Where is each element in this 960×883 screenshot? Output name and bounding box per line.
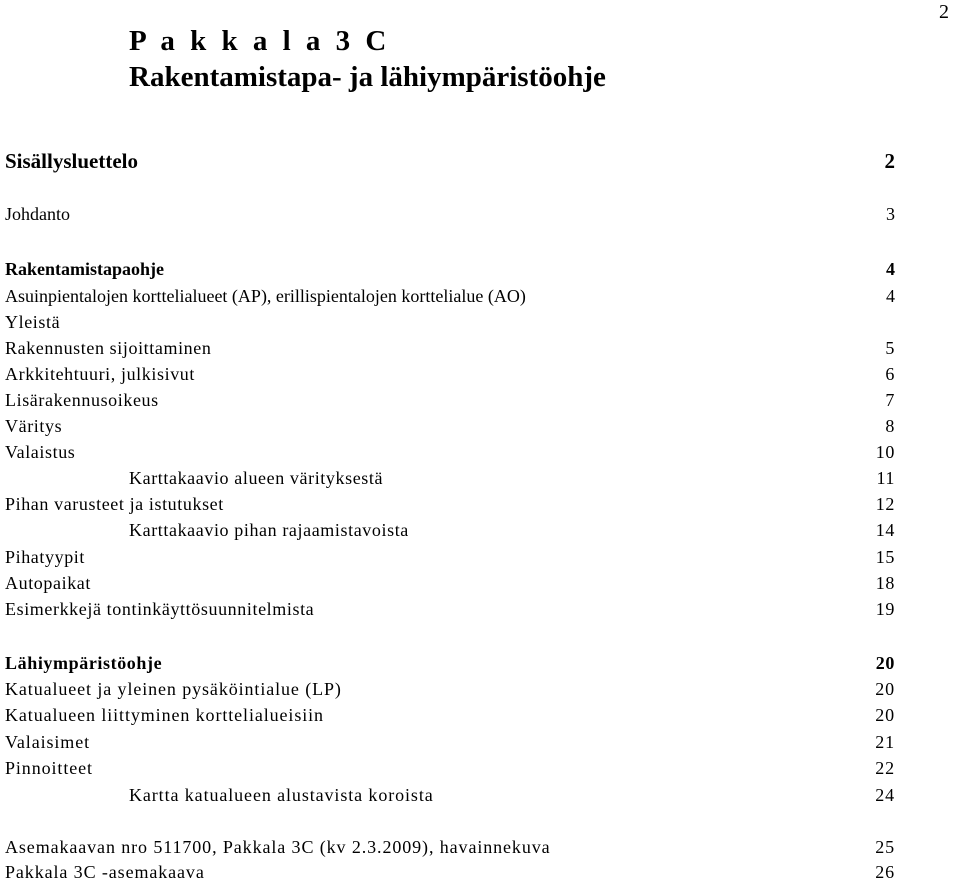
toc-heading-label: Sisällysluettelo [5, 149, 139, 173]
toc-entry-page: 4 [886, 259, 895, 279]
toc-entry-label: Pakkala 3C -asemakaava [5, 862, 205, 882]
toc-entry-valaisimet[interactable] [5, 731, 895, 753]
toc-entry-page: 20 [875, 705, 895, 725]
toc-entry-page: 11 [876, 468, 895, 488]
toc-entry-page: 20 [875, 679, 895, 699]
toc-entry-label: Katualueet ja yleinen pysäköintialue (LP) [5, 679, 342, 699]
toc-entry-label: Johdanto [5, 204, 70, 224]
toc-entry-pinnoitteet[interactable] [5, 757, 895, 779]
toc-entry-label: Karttakaavio alueen värityksestä [129, 468, 384, 488]
toc-entry-page: 10 [875, 442, 895, 462]
toc-entry-page: 8 [885, 416, 895, 436]
toc-entry-asuinpientalojen[interactable] [5, 285, 895, 307]
toc-entry-pihan-varusteet[interactable] [5, 493, 895, 515]
toc-entry-karttakaavio-varitys[interactable] [5, 467, 895, 489]
toc-entry-pihatyypit[interactable] [5, 546, 895, 568]
toc-entry-varitys[interactable] [5, 415, 895, 437]
toc-entry-havainnekuva[interactable] [5, 836, 895, 858]
toc-entry-label: Lisärakennusoikeus [5, 390, 159, 410]
toc-entry-label: Autopaikat [5, 573, 91, 593]
toc-entry-johdanto[interactable] [5, 203, 895, 225]
toc-entry-valaistus[interactable] [5, 441, 895, 463]
toc-entry-kartta-koroista[interactable] [5, 784, 895, 806]
toc-entry-autopaikat[interactable] [5, 572, 895, 594]
toc-section-lahiymparistoohje[interactable] [5, 652, 895, 674]
toc-entry-page: 12 [875, 494, 895, 514]
toc-entry-yleista[interactable] [5, 311, 895, 333]
document-title: P a k k a l a 3 C [129, 25, 391, 57]
toc-entry-page: 22 [875, 758, 895, 778]
toc-entry-label: Pinnoitteet [5, 758, 93, 778]
toc-entry-label: Pihatyypit [5, 547, 86, 567]
toc-entry-label: Arkkitehtuuri, julkisivut [5, 364, 195, 384]
toc-entry-asemakaava[interactable] [5, 861, 895, 883]
toc-entry-label: Lähiympäristöohje [5, 653, 163, 673]
toc-heading-page: 2 [884, 149, 895, 173]
toc-entry-label: Kartta katualueen alustavista koroista [129, 785, 434, 805]
toc-entry-page: 7 [885, 390, 895, 410]
toc-entry-label: Asuinpientalojen korttelialueet (AP), erillispientalojen korttelialue (AO) [5, 286, 526, 306]
toc-entry-page: 4 [886, 286, 895, 306]
toc-entry-rakennusten-sijoittaminen[interactable] [5, 337, 895, 359]
toc-entry-page: 5 [885, 338, 895, 358]
toc-entry-esimerkkeja[interactable] [5, 598, 895, 620]
toc-entry-label: Rakennusten sijoittaminen [5, 338, 212, 358]
toc-heading [5, 148, 895, 174]
toc-entry-katualueet[interactable] [5, 678, 895, 700]
toc-entry-page: 21 [875, 732, 895, 752]
toc-entry-page: 25 [875, 837, 895, 857]
toc-entry-label: Yleistä [5, 312, 61, 332]
document-subtitle: Rakentamistapa- ja lähiympäristöohje [129, 61, 606, 93]
toc-entry-katualueen-liittyminen[interactable] [5, 704, 895, 726]
toc-entry-page: 24 [875, 785, 895, 805]
toc-entry-label: Pihan varusteet ja istutukset [5, 494, 224, 514]
toc-entry-lisarakennusoikeus[interactable] [5, 389, 895, 411]
toc-entry-page: 6 [885, 364, 895, 384]
toc-entry-page: 15 [875, 547, 895, 567]
toc-entry-label: Katualueen liittyminen korttelialueisiin [5, 705, 324, 725]
toc-entry-page: 26 [875, 862, 895, 882]
toc-entry-label: Asemakaavan nro 511700, Pakkala 3C (kv 2.3.2009), havainnekuva [5, 837, 551, 857]
toc-entry-karttakaavio-pihan[interactable] [5, 519, 895, 541]
toc-section-rakentamistapaohje[interactable] [5, 258, 895, 280]
page-number: 2 [939, 1, 949, 23]
toc-entry-page: 3 [886, 204, 895, 224]
toc-entry-page: 20 [875, 653, 895, 673]
toc-entry-page: 18 [875, 573, 895, 593]
toc-entry-label: Karttakaavio pihan rajaamistavoista [129, 520, 409, 540]
toc-entry-label: Rakentamistapaohje [5, 259, 165, 279]
toc-entry-page: 19 [875, 599, 895, 619]
toc-entry-page: 14 [875, 520, 895, 540]
toc-entry-label: Esimerkkejä tontinkäyttösuunnitelmista [5, 599, 315, 619]
toc-entry-label: Väritys [5, 416, 63, 436]
toc-entry-arkkitehtuuri[interactable] [5, 363, 895, 385]
toc-entry-label: Valaisimet [5, 732, 90, 752]
toc-entry-label: Valaistus [5, 442, 76, 462]
